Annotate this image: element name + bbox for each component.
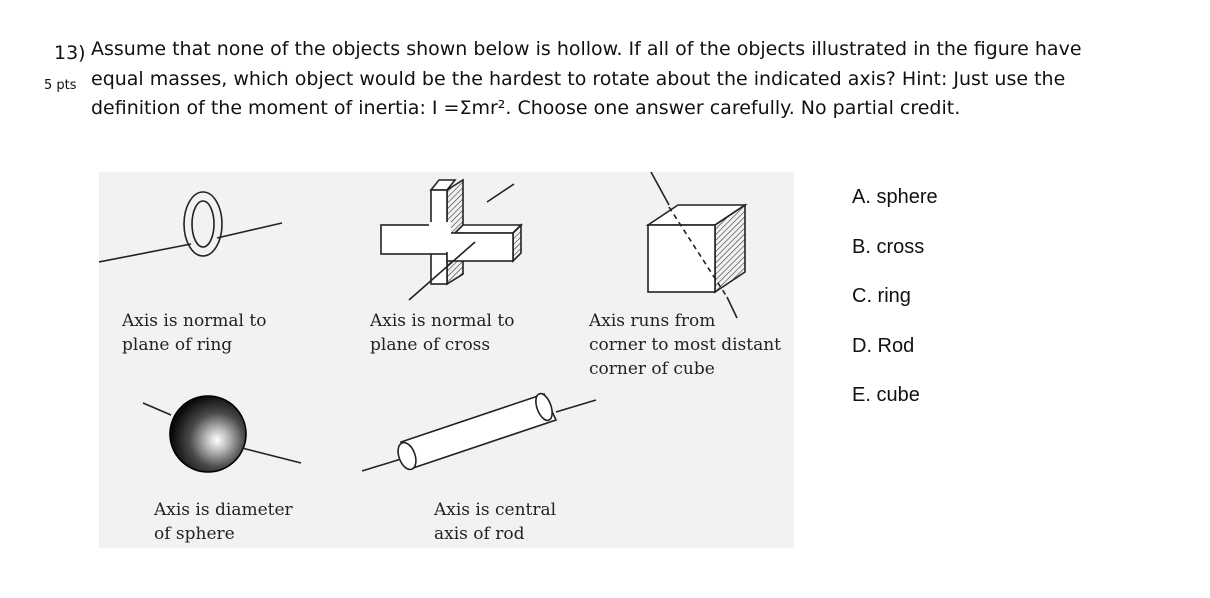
choice-b-cross[interactable]: B. cross [852,235,925,258]
answer-choices [852,184,938,432]
cross-drawing [381,180,521,300]
ring-caption: Axis is normal to plane of ring [122,311,267,355]
choice-e-cube[interactable]: E. cube [852,384,920,406]
rod-caption: Axis is central axis of rod [434,500,557,544]
question-line-3: definition of the moment of inertia: I =Σmr². Choose one answer carefully. No partial credit. [91,97,961,119]
choice-a-sphere[interactable]: A. sphere [852,186,938,208]
sphere-caption: Axis is diameter of sphere [154,500,293,544]
cube-drawing [648,172,745,318]
sphere-drawing [143,396,301,472]
choice-c-ring[interactable]: C. ring [852,285,911,307]
question-line-2: equal masses, which object would be the hardest to rotate about the indicated axis? Hint: Just use the [91,68,1066,90]
cross-caption: Axis is normal to plane of cross [370,311,515,355]
question-line-1: Assume that none of the objects shown below is hollow. If all of the objects illustrated in the figure have [91,38,1082,60]
objects-figure [99,172,794,548]
choice-d-rod[interactable]: D. Rod [852,334,915,357]
rod-drawing [362,391,596,471]
ring-drawing [99,192,282,262]
question-number: 13) [54,42,86,64]
points-label: 5 pts [44,78,77,93]
cube-caption: Axis runs from corner to most distant corner of cube [589,311,781,379]
